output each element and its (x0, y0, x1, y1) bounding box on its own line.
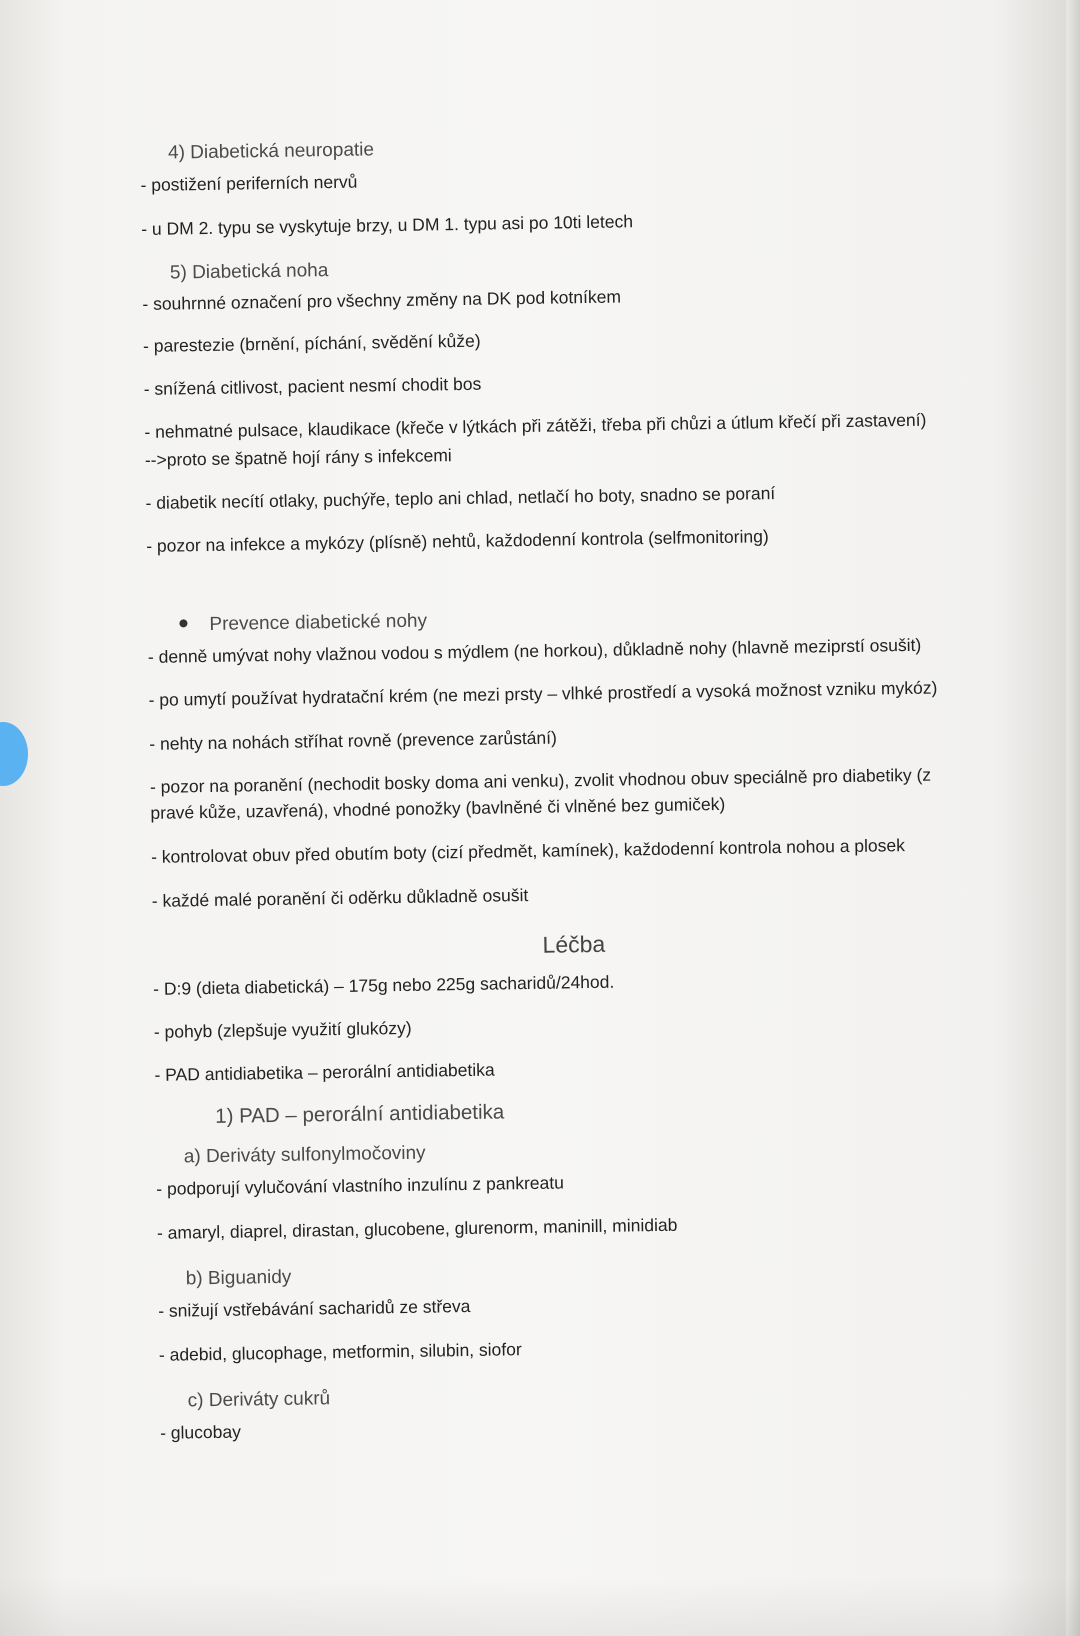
bullet-icon (179, 619, 187, 627)
list-item: - postižení periferních nervů (140, 171, 358, 195)
list-item: - souhrnné označení pro všechny změny na DK pod kotníkem (142, 286, 622, 314)
section-heading-neuropathy: 4) Diabetická neuropatie (167, 139, 375, 164)
list-item: - snižují vstřebávání sacharidů ze střeva (158, 1295, 471, 1321)
list-item: - kontrolovat obuv před obutím boty (cizí předmět, kamínek), každodenní kontrola nohou a plosek (150, 835, 906, 867)
list-item: -->proto se špatně hojí rány s infekcemi (144, 445, 452, 470)
section-heading-diabetic-foot: 5) Diabetická noha (169, 260, 329, 284)
list-item: - podporují vylučování vlastního inzulínu z pankreatu (156, 1172, 565, 1199)
list-item: - pozor na infekce a mykózy (plísně) nehtů, každodenní kontrola (selfmonitoring) (146, 526, 769, 556)
section-heading-prevention (179, 610, 427, 638)
list-item: - parestezie (brnění, píchání, svědění kůže) (142, 330, 481, 356)
list-item: - pozor na poranění (nechodit bosky doma ani venku), zvolit vhodnou obuv speciálně pro diabetiky (z (149, 764, 932, 797)
list-item: - diabetik necítí otlaky, puchýře, teplo ani chlad, netlačí ho boty, snadno se poraní (145, 483, 776, 513)
page-bottom-shadow (0, 1576, 1080, 1636)
list-item: - amaryl, diaprel, dirastan, glucobene, glurenorm, maninill, minidiab (156, 1214, 678, 1243)
list-item: - nehmatné pulsace, klaudikace (křeče v lýtkách při zátěži, třeba při chůzi a útlum křečí při zastavení) (144, 409, 927, 442)
list-item: - každé malé poranění či oděrku důkladně osušit (151, 884, 529, 911)
list-item: - adebid, glucophage, metformin, silubin, siofor (158, 1339, 522, 1365)
list-item: - PAD antidiabetika – perorální antidiabetika (154, 1059, 495, 1085)
prevention-heading-text: Prevence diabetické nohy (209, 610, 428, 635)
list-item: - nehty na nohách stříhat rovně (prevence zarůstání) (149, 727, 558, 754)
list-item: - pohyb (zlepšuje využití glukózy) (153, 1017, 412, 1042)
list-item: pravé kůže, uzavřená), vhodné ponožky (bavlněné či vlněné bez gumiček) (150, 793, 726, 823)
subsection-heading-sulfonylurea: a) Deriváty sulfonylmočoviny (183, 1142, 426, 1168)
list-item: - D:9 (dieta diabetická) – 175g nebo 225g sacharidů/24hod. (153, 971, 615, 999)
list-item: - po umytí používat hydratační krém (ne mezi prsty – vlhké prostředí a vysoká možnost vzniku mykóz) (148, 677, 938, 710)
list-item: - snížená citlivost, pacient nesmí chodit bos (143, 373, 482, 399)
list-item: - glucobay (159, 1421, 242, 1443)
list-item: - u DM 2. typu se vyskytuje brzy, u DM 1. typu asi po 10ti letech (141, 211, 634, 239)
section-title-treatment: Léčba (542, 930, 606, 958)
subsection-heading-biguanides: b) Biguanidy (185, 1266, 292, 1290)
page-right-edge (1066, 0, 1080, 1636)
list-item: - denně umývat nohy vlažnou vodou s mýdlem (ne horkou), důkladně nohy (hlavně meziprstí osušit) (147, 634, 922, 667)
subsection-heading-sugar-derivatives: c) Deriváty cukrů (187, 1388, 331, 1412)
subsection-heading-pad: 1) PAD – perorální antidiabetika (215, 1100, 505, 1128)
